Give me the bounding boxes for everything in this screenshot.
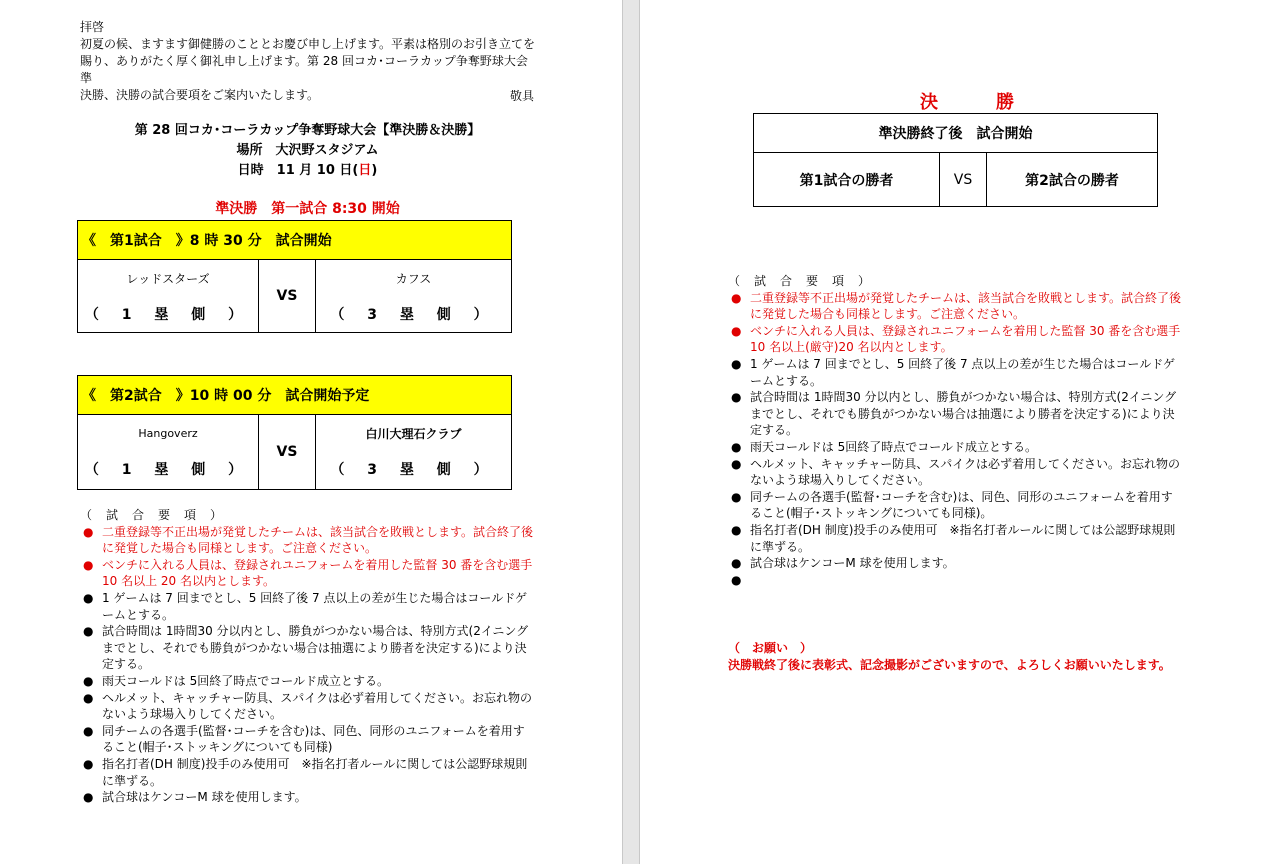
rules-list [728,290,1184,589]
match1-team1-cell [78,260,259,333]
event-date [80,160,535,181]
bullet-dot-icon: ● [83,723,94,738]
match2-team1-name: Hangoverz [138,427,198,440]
rule-item: ● 1 ゲームは 7 回までとし、5 回終了後 7 点以上の差が生じた場合はコールドゲームとする。 [731,356,1175,388]
request-title: （ お願い ） [728,641,813,655]
bullet-dot-icon: ● [83,590,94,605]
match2-table [77,375,512,490]
final-title: 決 勝 [920,92,1034,113]
match2-team2-side: （ 3 塁 側 ） [330,462,497,478]
rule-item: ● ベンチに入れる人員は、登録されユニフォームを着用した監督 30 番を含む選手10 名以上(厳守)20 名以内とします。 [731,323,1181,355]
rule-item: ● 1 ゲームは 7 回までとし、5 回終了後 7 点以上の差が生じた場合はコールドゲームとする。 [83,590,527,622]
bullet-dot-icon: ● [83,790,94,805]
rule-item: ● 指名打者(DH 制度)投手のみ使用可 ※指名打者ルールに関しては公認野球規則に準ずる。 [83,756,528,788]
bullet-dot-icon: ● [731,556,742,571]
match2-team1-cell [78,415,259,490]
rule-item: ● ベンチに入れる人員は、登録されユニフォームを着用した監督 30 番を含む選手10 名以上 20 名以内とします。 [83,557,533,589]
rules-section-left [80,507,534,806]
rule-item: ● 二重登録等不正出場が発覚したチームは、該当試合を敗戦とします。試合終了後に発覚した場合も同様とします。ご注意ください。 [83,524,534,556]
match2-team2-name: 白川大理石クラブ [365,427,462,441]
event-date-suffix: ) [371,163,378,178]
rule-item: ● 同チームの各選手(監督･コーチを含む)は、同色、同形のユニフォームを着用すること(帽子･ストッキングについても同様)。 [731,489,1173,521]
page-gutter [622,0,640,864]
match1-table [77,220,512,333]
greeting-opening: 拝啓 [80,20,105,34]
event-title: 第 28 回コカ･コーラカップ争奪野球大会【準決勝＆決勝】 [134,123,481,138]
rules-section-right [728,273,1184,589]
bullet-dot-icon: ● [731,390,742,405]
bullet-dot-icon: ● [731,456,742,471]
rules-title: （ 試 合 要 項 ） [728,274,872,288]
match1-team2-cell [316,260,512,333]
match1-vs: VS [259,260,316,333]
bullet-dot-icon: ● [83,624,94,639]
bullet-dot-icon: ● [83,673,94,688]
bullet-dot-icon: ● [83,524,94,539]
bullet-dot-icon: ● [731,489,742,504]
match1-team2-name: カフス [395,272,432,286]
rule-item [728,572,1184,589]
bullet-dot-icon: ● [731,522,742,537]
rule-item: ● 試合球はケンコーM 球を使用します。 [83,790,307,805]
final-table [753,113,1158,207]
semifinal-heading: 準決勝 第一試合 8:30 開始 [215,201,400,217]
bullet-dot-icon: ● [731,290,742,305]
rule-item: ● 二重登録等不正出場が発覚したチームは、該当試合を敗戦とします。試合終了後に発覚した場合も同様とします。ご注意ください。 [731,290,1182,322]
final-vs: VS [940,153,987,207]
request-text: 決勝戦終了後に表彰式、記念撮影がございますので、よろしくお願いいたします。 [728,658,1171,672]
rule-item: ● 雨天コールドは 5回終了時点でコールド成立とする。 [83,673,389,688]
rule-item: ● 指名打者(DH 制度)投手のみ使用可 ※指名打者ルールに関しては公認野球規則に準ずる。 [731,522,1176,554]
bullet-dot-icon: ● [731,323,742,338]
rules-list [80,524,534,806]
greeting-line: 初夏の候、ますます御健勝のこととお慶び申し上げます。平素は格別のお引き立てを [80,37,536,51]
page-divider [622,0,623,864]
greeting-paragraph [80,19,540,104]
rule-item: ● 試合時間は 1時間30 分以内とし、勝負がつかない場合は、特別方式(2イニングまでとし、それでも勝負がつかない場合は抽選により勝者を決定する)により決定する。 [731,390,1177,438]
rule-item: ● 同チームの各選手(監督･コーチを含む)は、同色、同形のユニフォームを着用すること(帽子･ストッキングについても同様) [83,723,525,755]
greeting-closing: 敬具 [509,89,534,103]
final-team2: 第2試合の勝者 [987,153,1158,207]
match1-team1-side: （ 1 塁 側 ） [84,307,252,323]
rule-item: ● ヘルメット、キャッチャー防具、スパイクは必ず着用してください。お忘れ物のないよう球場入りしてください。 [731,456,1180,488]
final-header: 準決勝終了後 試合開始 [754,114,1158,153]
rules-title: （ 試 合 要 項 ） [80,508,224,522]
match2-vs: VS [259,415,316,490]
match2-team2-cell [316,415,512,490]
match1-header: 《 第1試合 》8 時 30 分 試合開始 [78,221,512,260]
rule-item: ● 雨天コールドは 5回終了時点でコールド成立とする。 [731,439,1037,454]
bullet-dot-icon: ● [83,557,94,572]
bullet-dot-icon: ● [83,756,94,771]
match2-team1-side: （ 1 塁 側 ） [84,462,252,478]
bullet-dot-icon: ● [731,439,742,454]
rule-item: ● 試合球はケンコーM 球を使用します。 [731,556,955,571]
bullet-dot-icon: ● [731,356,742,371]
match2-header: 《 第2試合 》10 時 00 分 試合開始予定 [78,376,512,415]
rule-item: ● 試合時間は 1時間30 分以内とし、勝負がつかない場合は、特別方式(2イニングまでとし、それでも勝負がつかない場合は抽選により勝者を決定する)により決定する。 [83,624,529,672]
rule-item: ● ヘルメット、キャッチャー防具、スパイクは必ず着用してください。お忘れ物のないよう球場入りしてください。 [83,690,532,722]
greeting-line: 決勝、決勝の試合要項をご案内いたします。 [80,88,320,102]
event-date-prefix: 日時 11 月 10 日( [237,163,359,178]
bullet-dot-icon: ● [83,690,94,705]
event-place: 場所 大沢野スタジアム [236,143,379,158]
match1-team1-name: レッドスターズ [126,272,210,286]
match1-team2-side: （ 3 塁 側 ） [330,307,497,323]
bullet-dot-icon: ● [731,572,742,587]
final-team1: 第1試合の勝者 [754,153,940,207]
greeting-line: 賜り、ありがたく厚く御礼申し上げます。第 28 回コカ･コーラカップ争奪野球大会 準 [80,54,540,85]
event-date-day: 日 [358,163,372,178]
